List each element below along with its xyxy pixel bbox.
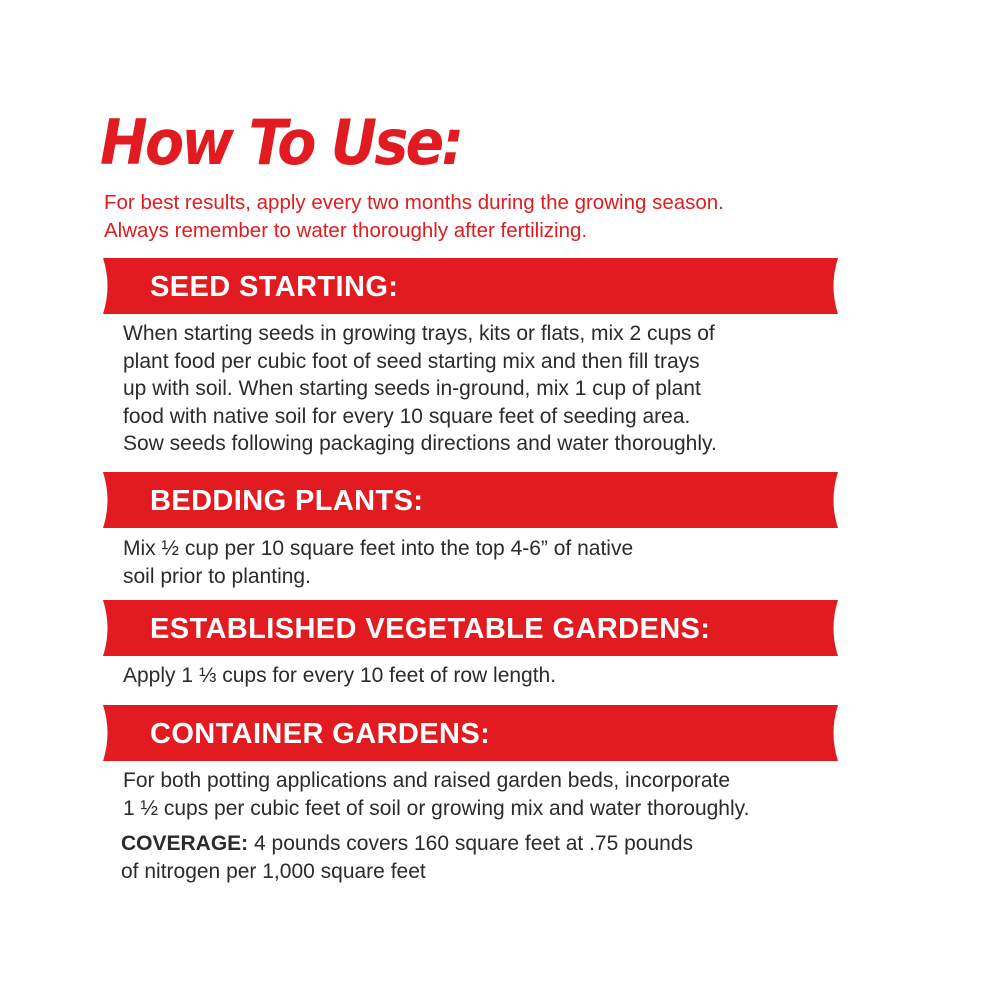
body-line: When starting seeds in growing trays, kits or flats, mix 2 cups of (123, 322, 715, 345)
section-body-bedding-plants (123, 535, 633, 590)
section-banner-container-gardens (103, 705, 838, 761)
body-line: soil prior to planting. (123, 564, 311, 588)
section-banner-bedding-plants (103, 472, 838, 528)
section-body-container-gardens (123, 767, 749, 822)
section-banner-seed-starting (103, 258, 838, 314)
body-line: Sow seeds following packaging directions and water thoroughly. (123, 432, 717, 455)
body-line: Mix ½ cup per 10 square feet into the top 4-6” of native (123, 537, 634, 560)
body-line: up with soil. When starting seeds in-ground, mix 1 cup of plant (123, 377, 701, 400)
section-banner-vegetable-gardens (103, 600, 838, 656)
section-body-seed-starting (123, 320, 717, 458)
coverage-line: of nitrogen per 1,000 square feet (121, 860, 426, 883)
intro-line: Always remember to water thoroughly after fertilizing. (104, 219, 588, 242)
page-title: How To Use: (100, 106, 462, 179)
coverage-line (121, 830, 693, 858)
section-heading: ESTABLISHED VEGETABLE GARDENS: (150, 613, 711, 645)
coverage-note (121, 830, 693, 886)
section-body-vegetable-gardens (123, 662, 556, 690)
section-heading: SEED STARTING: (150, 271, 399, 303)
body-line: plant food per cubic foot of seed starting mix and then fill trays (123, 349, 700, 373)
body-line: food with native soil for every 10 square feet of seeding area. (123, 404, 691, 428)
intro-text (104, 189, 924, 245)
section-heading: CONTAINER GARDENS: (150, 718, 491, 750)
body-line: Apply 1 ⅓ cups for every 10 feet of row length. (123, 664, 557, 687)
intro-line: For best results, apply every two months during the growing season. (104, 191, 724, 214)
coverage-label: COVERAGE: (121, 832, 249, 855)
body-line: 1 ½ cups per cubic feet of soil or growing mix and water thoroughly. (123, 796, 750, 820)
coverage-text: 4 pounds covers 160 square feet at .75 pounds (254, 832, 694, 855)
body-line: For both potting applications and raised garden beds, incorporate (123, 769, 731, 792)
section-heading: BEDDING PLANTS: (150, 485, 424, 517)
